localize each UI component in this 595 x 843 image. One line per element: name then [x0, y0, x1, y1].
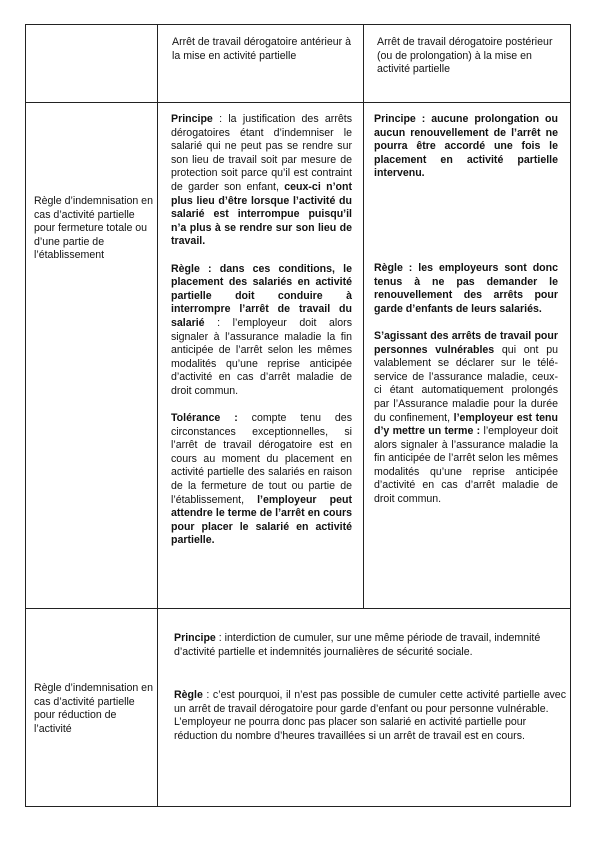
- principe-label: Principe: [171, 113, 213, 125]
- row1-posterieur-cell: [374, 113, 558, 507]
- regle-text: : l’employeur doit alors signaler à l’assurance maladie la fin anticipée de l’arrêt selon les mêmes modalités qu’une reprise anticipée d’activité en cas d’arrêt maladie de droit commun.: [171, 316, 352, 397]
- row2-principe: [174, 632, 566, 659]
- indemnisation-table: [25, 24, 571, 807]
- row2-principe-text: : interdiction de cumuler, sur une même période de travail, indemnité d’activité partielle et indemnités journalières de sécurité sociale.: [174, 632, 541, 658]
- principe-bold-text: ceux-ci n’ont plus lieu d’être lorsque l’activité du salarié est interrompue puisqu’il n’a plus à se rendre sur son lieu de travail.: [171, 180, 352, 248]
- row2-content-cell: [174, 632, 566, 744]
- row2-label-text: Règle d’indemnisation en cas d’activité partielle pour réduction de l’activité: [34, 682, 153, 735]
- vuln-bold: S’agissant des arrêts de travail pour personnes vulnérables: [374, 329, 558, 356]
- posterieur-principe-bold: Principe : aucune prolongation ou aucun renouvellement de l’arrêt ne pourra être accordé une fois le placement en activité partielle intervenu.: [374, 113, 558, 180]
- header-col-anterieur-text: Arrêt de travail dérogatoire antérieur à la mise en activité partielle: [172, 36, 352, 62]
- row1-posterieur-vulnerables: [374, 330, 558, 507]
- header-col-anterieur: [172, 36, 352, 63]
- row1-label: [34, 195, 154, 263]
- row-divider-1: [26, 102, 571, 103]
- column-divider-2: [363, 25, 364, 608]
- row2-regle: [174, 689, 566, 716]
- regle-bold-text: Règle : dans ces conditions, le placement des salariés en activité partielle doit conduire à interrompre l’arrêt de travail du salarié: [171, 262, 352, 329]
- row2-regle-label: Règle: [174, 689, 203, 702]
- row1-anterieur-cell: [171, 113, 352, 548]
- row-divider-2: [26, 608, 571, 609]
- row1-label-text: Règle d’indemnisation en cas d’activité partielle pour fermeture totale ou d’une partie de l’établissement: [34, 195, 153, 262]
- row2-regle-text2: L’employeur ne pourra donc pas placer son salarié en activité partielle pour réduction du nombre d’heures travaillées si un arrêt de travail est en cours.: [174, 716, 527, 742]
- row1-posterieur-principe: [374, 113, 558, 181]
- vuln-text1: qui ont pu valablement se déclarer sur le télé-service de l’assurance maladie, ceux-ci étant automatiquement prolongés par l’Assurance maladie pour la durée du confinement,: [374, 343, 558, 424]
- row1-anterieur-tolerance: [171, 412, 352, 548]
- row2-principe-label: Principe: [174, 632, 216, 644]
- vuln-text2: l’employeur doit alors signaler à l’assurance maladie la fin anticipée de l’arrêt selon les mêmes modalités qu’une reprise anticipée d’activité en cas d’arrêt maladie de droit commun.: [374, 425, 558, 506]
- tolerance-text: compte tenu des circonstances exceptionnelles, si l’arrêt de travail dérogatoire est en cours au moment du placement en activité partielle des salariés en raison de la fermeture de tout ou partie de l’établissement,: [171, 412, 352, 506]
- row2-regle-text: : c’est pourquoi, il n’est pas possible de cumuler cette activité partielle avec un arrêt de travail dérogatoire pour garde d’enfant ou pour personne vulnérable.: [174, 689, 566, 715]
- tolerance-bold-text: l’employeur peut attendre le terme de l’arrêt en cours pour placer le salarié en activité partielle.: [171, 493, 352, 547]
- row2-label: [34, 682, 154, 736]
- header-col-posterieur-text: Arrêt de travail dérogatoire postérieur (ou de prolongation) à la mise en activité partielle: [377, 36, 553, 76]
- row1-anterieur-regle: [171, 263, 352, 399]
- row1-posterieur-regle: [374, 262, 558, 316]
- vuln-bold2: l’employeur est tenu d’y mettre un terme :: [374, 411, 558, 438]
- row2-regle-suite: [174, 716, 566, 743]
- principe-text: : la justification des arrêts dérogatoires étant d’indemniser le salarié qui ne peut pas se rendre sur son lieu de travail soit par mesure de protection soit parce qu’il est contraint de garder son enfant,: [171, 113, 352, 193]
- posterieur-regle-bold: Règle : les employeurs sont donc tenus à ne pas demander le renouvellement des arrêts pour garde d’enfants de leurs salariés.: [374, 261, 558, 315]
- row1-anterieur-principe: [171, 113, 352, 249]
- column-divider-1: [157, 25, 158, 807]
- tolerance-label: Tolérance :: [171, 412, 238, 425]
- header-col-posterieur: [377, 36, 563, 77]
